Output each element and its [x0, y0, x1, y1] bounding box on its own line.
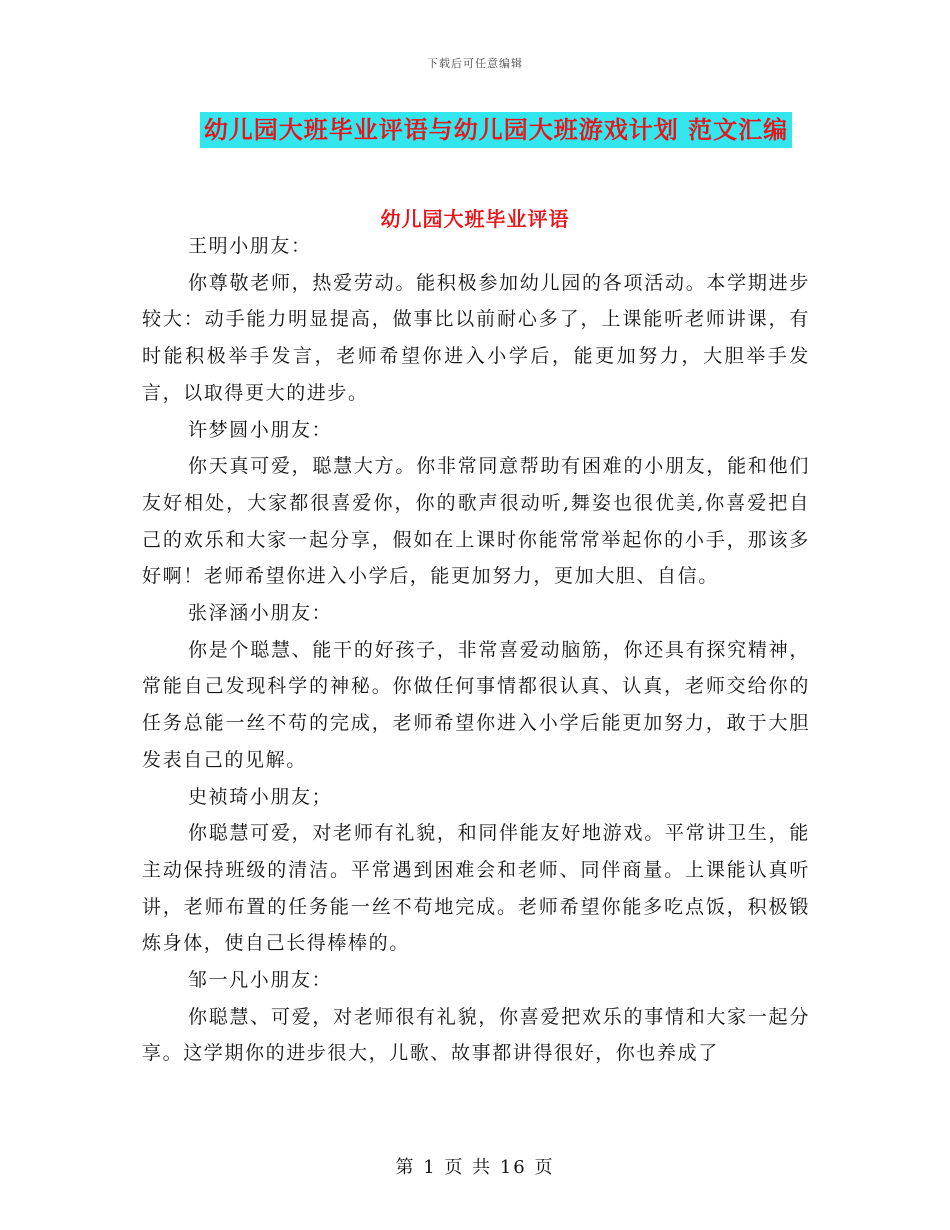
- section-title: 幼儿园大班毕业评语: [380, 207, 570, 231]
- page-footer: 第 1 页 共 16 页: [395, 1157, 555, 1178]
- document-title: 幼儿园大班毕业评语与幼儿园大班游戏计划 范文汇编: [200, 112, 792, 148]
- paragraph-name-4: 史祯琦小朋友；: [188, 785, 333, 808]
- document-body: [142, 228, 810, 1072]
- paragraph-name-3: 张泽涵小朋友：: [188, 602, 333, 625]
- paragraph-comment-3: 你是个聪慧、能干的好孩子，非常喜爱动脑筋，你还具有探究精神，常能自己发现科学的神秘。你做任何事情都很认真、认真，老师交给你的任务总能一丝不苟的完成，老师希望你进入小学后能更加努力，敢于大胆发表自己的见解。: [142, 638, 810, 771]
- paragraph-comment-4: 你聪慧可爱，对老师有礼貌，和同伴能友好地游戏。平常讲卫生，能主动保持班级的清洁。平常遇到困难会和老师、同伴商量。上课能认真听讲，老师布置的任务能一丝不苟地完成。老师希望你能多吃点饭，积极锻炼身体，使自己长得棒棒的。: [142, 822, 810, 955]
- paragraph-name-5: 邹一凡小朋友：: [188, 969, 333, 992]
- paragraph-comment-5: 你聪慧、可爱，对老师很有礼貌，你喜爱把欢乐的事情和大家一起分享。这学期你的进步很大，儿歌、故事都讲得很好，你也养成了: [142, 1005, 810, 1065]
- paragraph-comment-1: 你尊敬老师，热爱劳动。能积极参加幼儿园的各项活动。本学期进步较大：动手能力明显提高，做事比以前耐心多了，上课能听老师讲课，有时能积极举手发言，老师希望你进入小学后，能更加努力，大胆举手发言，以取得更大的进步。: [142, 271, 810, 404]
- page-header-note: 下载后可任意编辑: [427, 57, 523, 70]
- paragraph-comment-2: 你天真可爱，聪慧大方。你非常同意帮助有困难的小朋友，能和他们友好相处，大家都很喜爱你，你的歌声很动听,舞姿也很优美,你喜爱把自己的欢乐和大家一起分享，假如在上课时你能常常举起你的小手，那该多好啊！老师希望你进入小学后，能更加努力，更加大胆、自信。: [142, 455, 810, 588]
- document-title-container: [0, 112, 950, 148]
- paragraph-name-2: 许梦圆小朋友：: [188, 418, 333, 441]
- paragraph-name-1: 王明小朋友：: [188, 235, 312, 257]
